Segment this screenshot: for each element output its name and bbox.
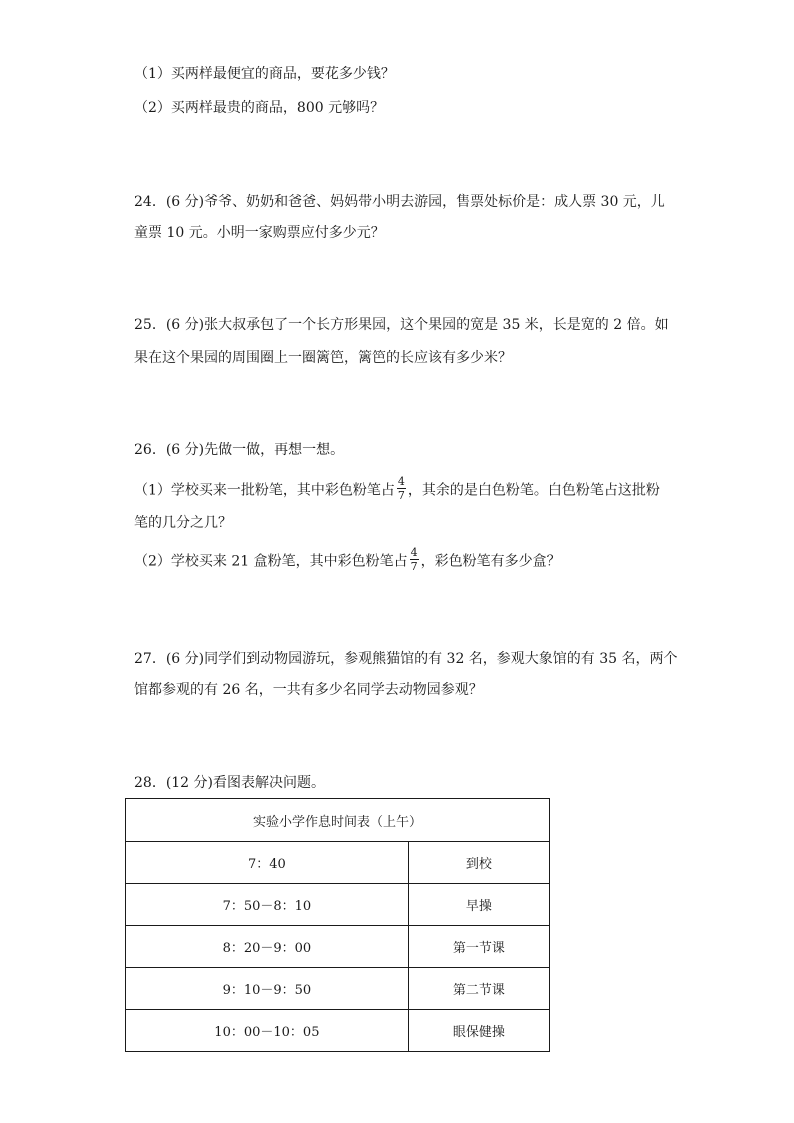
q23-sub2: （2）买两样最贵的商品，800 元够吗？ <box>134 100 385 116</box>
schedule-title-row <box>126 799 550 842</box>
schedule-activity: 第一节课 <box>408 926 549 968</box>
fraction-denominator: 7 <box>397 489 405 502</box>
q27-line2: 馆都参观的有 26 名，一共有多少名同学去动物园参观？ <box>134 682 483 698</box>
q23-sub1: （1）买两样最便宜的商品，要花多少钱？ <box>134 66 395 82</box>
fraction-numerator: 4 <box>410 546 418 559</box>
q26-sub2 <box>134 546 674 574</box>
schedule-time: 7：40 <box>126 842 409 884</box>
table-row <box>126 926 550 968</box>
table-row <box>126 1010 550 1052</box>
table-row <box>126 884 550 926</box>
schedule-activity: 早操 <box>408 884 549 926</box>
fraction-numerator: 4 <box>397 475 405 488</box>
q26-line1: 26．(6 分)先做一做，再想一想。 <box>134 442 345 458</box>
fraction-four-sevenths <box>410 547 419 572</box>
q26-sub1-pre: （1）学校买来一批粉笔，其中彩色粉笔占 <box>134 482 395 499</box>
q28-line1: 28．(12 分)看图表解决问题。 <box>134 775 326 791</box>
schedule-activity: 第二节课 <box>408 968 549 1010</box>
q26-sub2-pre: （2）学校买来 21 盒粉笔，其中彩色粉笔占 <box>134 553 408 570</box>
schedule-activity: 到校 <box>408 842 549 884</box>
q27-line1: 27．(6 分)同学们到动物园游玩，参观熊猫馆的有 32 名，参观大象馆的有 35 名，两个 <box>134 651 678 667</box>
q26-sub1-post: ，其余的是白色粉笔。白色粉笔占这批粉 <box>407 482 660 499</box>
q26-sub2-post: ，彩色粉笔有多少盒？ <box>420 553 561 570</box>
schedule-table <box>125 798 550 1052</box>
schedule-time: 8：20－9：00 <box>126 926 409 968</box>
q26-sub1-line2: 笔的几分之几？ <box>134 515 232 531</box>
schedule-title: 实验小学作息时间表（上午） <box>126 799 550 842</box>
table-row <box>126 968 550 1010</box>
q24-line1: 24．(6 分)爷爷、奶奶和爸爸、妈妈带小明去游园，售票处标价是：成人票 30 元，儿 <box>134 194 665 210</box>
schedule-time: 9：10－9：50 <box>126 968 409 1010</box>
fraction-denominator: 7 <box>410 560 418 573</box>
table-row <box>126 842 550 884</box>
schedule-time: 10：00－10：05 <box>126 1010 409 1052</box>
schedule-activity: 眼保健操 <box>408 1010 549 1052</box>
q24-line2: 童票 10 元。小明一家购票应付多少元？ <box>134 225 385 241</box>
schedule-time: 7：50－8：10 <box>126 884 409 926</box>
q25-line2: 果在这个果园的周围圈上一圈篱笆，篱笆的长应该有多少米？ <box>134 350 512 366</box>
q26-sub1 <box>134 475 674 503</box>
q25-line1: 25．(6 分)张大叔承包了一个长方形果园，这个果园的宽是 35 米，长是宽的 2 倍。如 <box>134 317 669 333</box>
fraction-four-sevenths <box>397 476 406 501</box>
